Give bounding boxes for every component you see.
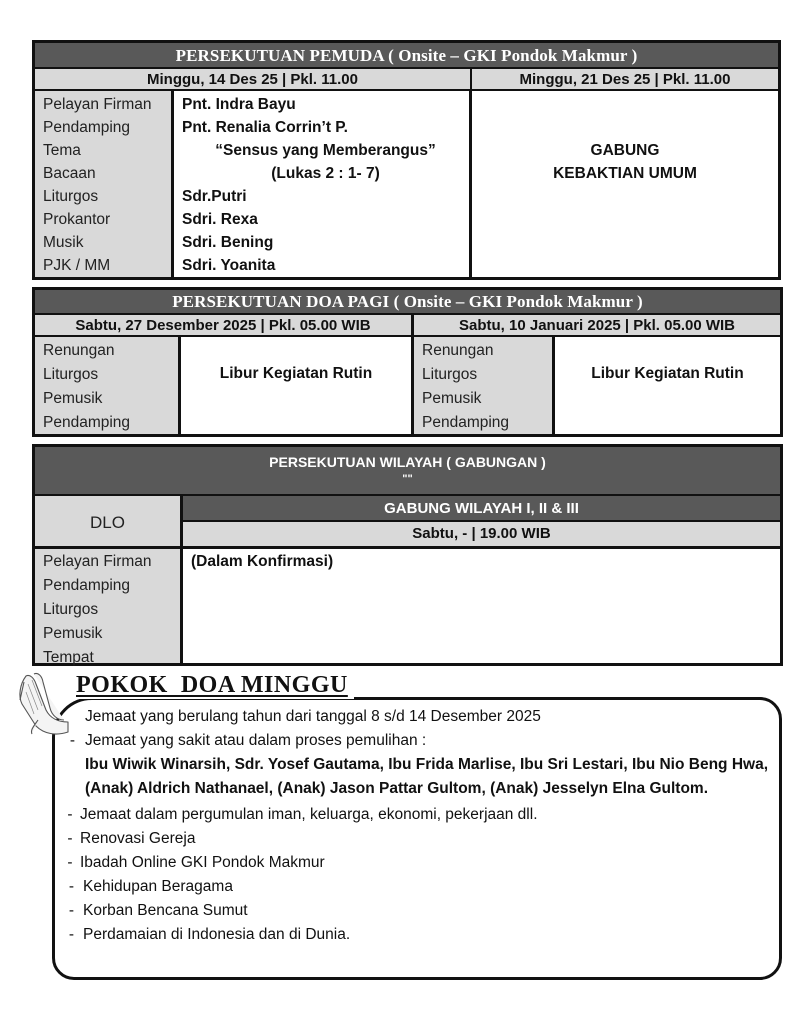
pemuda-right-line2: KEBAKTIAN UMUM xyxy=(553,165,697,182)
pemuda-value: Pnt. Indra Bayu xyxy=(182,96,296,113)
pemuda-value: Sdr.Putri xyxy=(182,188,247,205)
prayer-item xyxy=(60,729,775,753)
doa-pagi-right-labels xyxy=(414,337,555,434)
wilayah-value: (Dalam Konfirmasi) xyxy=(183,549,780,663)
bullet: - xyxy=(69,732,76,749)
pemuda-value: Pnt. Renalia Corrin’t P. xyxy=(182,119,348,136)
wilayah-title: PERSEKUTUAN WILAYAH ( GABUNGAN ) xyxy=(269,454,546,470)
wilayah-label: Pelayan Firman xyxy=(43,553,152,570)
pokok-doa-title: POKOK DOA MINGGU xyxy=(76,672,354,699)
pemuda-right-line1: GABUNG xyxy=(590,142,660,159)
prayer-item xyxy=(60,705,775,729)
pemuda-value: Sdri. Yoanita xyxy=(182,257,276,274)
doa-pagi-left-value: Libur Kegiatan Rutin xyxy=(181,337,414,434)
bullet: - xyxy=(67,806,73,823)
prayer-item-text: Renovasi Gereja xyxy=(80,830,196,847)
pemuda-label: Pelayan Firman xyxy=(43,96,152,113)
wilayah-labels xyxy=(35,549,183,666)
wilayah-dlo-label: DLO xyxy=(90,513,125,532)
pemuda-left-date: Minggu, 14 Des 25 | Pkl. 11.00 xyxy=(35,69,472,91)
wilayah-subtitle: "" xyxy=(402,473,413,485)
prayer-item xyxy=(60,851,775,875)
doa-pagi-table xyxy=(32,287,783,437)
doa-pagi-label: Liturgos xyxy=(43,366,99,383)
doa-pagi-right-value: Libur Kegiatan Rutin xyxy=(555,337,780,434)
prayer-item-text: Jemaat dalam pergumulan iman, keluarga, ekonomi, pekerjaan dll. xyxy=(80,806,538,823)
pemuda-label: Prokantor xyxy=(43,211,111,228)
wilayah-dlo-cell xyxy=(35,496,183,549)
prayer-item xyxy=(60,803,775,827)
pemuda-label-column xyxy=(35,91,174,277)
pemuda-table xyxy=(32,40,781,280)
doa-pagi-label: Pendamping xyxy=(422,414,510,431)
doa-pagi-left-date: Sabtu, 27 Desember 2025 | Pkl. 05.00 WIB xyxy=(35,315,414,337)
doa-pagi-left-labels xyxy=(35,337,181,434)
wilayah-table xyxy=(32,444,783,666)
pemuda-title: PERSEKUTUAN PEMUDA ( Onsite – GKI Pondok Makmur ) xyxy=(35,43,778,69)
pemuda-right-cell xyxy=(472,91,778,277)
pemuda-label: Pendamping xyxy=(43,119,131,136)
prayer-item-text: Jemaat yang sakit atau dalam proses pemulihan : xyxy=(85,732,427,749)
pemuda-right-date: Minggu, 21 Des 25 | Pkl. 11.00 xyxy=(472,69,778,91)
pemuda-value: Sdri. Bening xyxy=(182,234,274,251)
pemuda-value: Sdri. Rexa xyxy=(182,211,258,228)
wilayah-label: Pendamping xyxy=(43,577,131,594)
pokok-doa-list xyxy=(60,705,775,947)
wilayah-header xyxy=(35,447,780,496)
doa-pagi-right-date: Sabtu, 10 Januari 2025 | Pkl. 05.00 WIB xyxy=(414,315,780,337)
bullet: - xyxy=(68,878,75,895)
prayer-item xyxy=(60,875,775,899)
prayer-item xyxy=(60,923,775,947)
doa-pagi-label: Pemusik xyxy=(43,390,103,407)
pemuda-theme: “Sensus yang Memberangus” xyxy=(215,142,436,159)
wilayah-label: Liturgos xyxy=(43,601,99,618)
bullet: - xyxy=(68,902,75,919)
doa-pagi-label: Renungan xyxy=(43,342,115,359)
prayer-item-text: Kehidupan Beragama xyxy=(83,878,233,895)
prayer-item xyxy=(60,899,775,923)
prayer-item xyxy=(60,827,775,851)
doa-pagi-label: Liturgos xyxy=(422,366,478,383)
prayer-item-text: Korban Bencana Sumut xyxy=(83,902,248,919)
doa-pagi-label: Renungan xyxy=(422,342,494,359)
bullet: - xyxy=(67,830,73,847)
prayer-item-text: Ibadah Online GKI Pondok Makmur xyxy=(80,854,325,871)
wilayah-date: Sabtu, - | 19.00 WIB xyxy=(183,522,780,549)
pemuda-label: Bacaan xyxy=(43,165,96,182)
wilayah-label: Tempat xyxy=(43,649,94,666)
doa-pagi-label: Pendamping xyxy=(43,414,131,431)
prayer-item-text: Perdamaian di Indonesia dan di Dunia. xyxy=(83,926,351,943)
prayer-item-text: Jemaat yang berulang tahun dari tanggal 8 s/d 14 Desember 2025 xyxy=(85,708,541,725)
pemuda-label: Liturgos xyxy=(43,188,99,205)
pemuda-label: Musik xyxy=(43,234,84,251)
wilayah-label: Pemusik xyxy=(43,625,103,642)
pemuda-value-column xyxy=(174,91,472,277)
sick-names-list: Ibu Wiwik Winarsih, Sdr. Yosef Gautama, Ibu Frida Marlise, Ibu Sri Lestari, Ibu Nio Beng Hwa, (Anak) Aldrich Nathanael, (Anak) Jason Pattar Gultom, (Anak) Jesselyn Elna Gultom. xyxy=(85,756,768,797)
doa-pagi-title: PERSEKUTUAN DOA PAGI ( Onsite – GKI Pondok Makmur ) xyxy=(35,290,780,315)
pemuda-reading: (Lukas 2 : 1- 7) xyxy=(271,165,380,182)
bullet: - xyxy=(67,854,73,871)
doa-pagi-label: Pemusik xyxy=(422,390,482,407)
bullet: - xyxy=(68,926,75,943)
pemuda-label: PJK / MM xyxy=(43,257,111,274)
pemuda-label: Tema xyxy=(43,142,81,159)
wilayah-group: GABUNG WILAYAH I, II & III xyxy=(183,496,780,522)
